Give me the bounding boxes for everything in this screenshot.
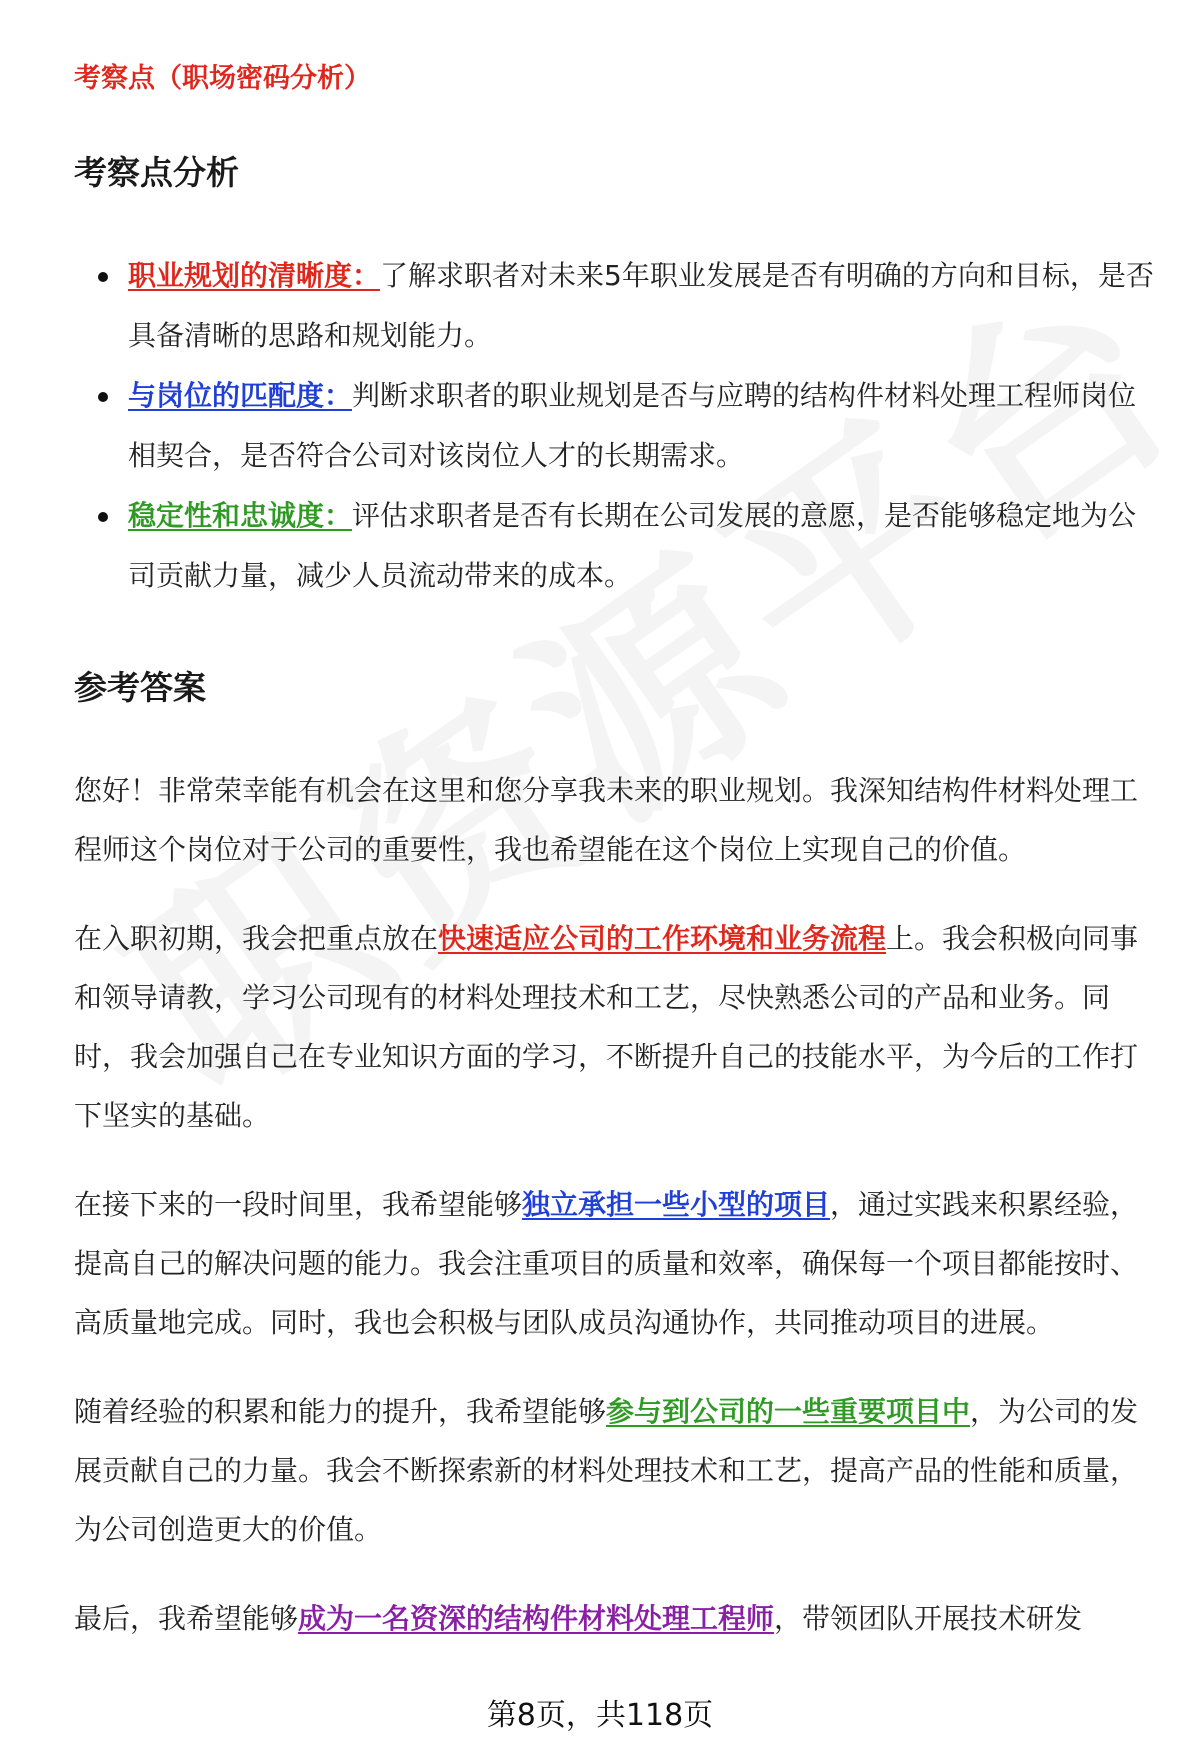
answer-heading: 参考答案 [74, 668, 206, 707]
highlight-important: 参与到公司的一些重要项目中 [606, 1395, 971, 1428]
text-run: 上。我会积极向同事和领导请教，学习公司现有的材料处理技术和工艺，尽快熟悉公司的产品和业务。同时，我会加强自己在专业知识方面的学习，不断提升自己的技能水平，为今后的工作打下坚实的基础。 [74, 922, 1139, 1132]
text-run: ，带领团队开展技术研发 [774, 1602, 1083, 1635]
keyword-stability: 稳定性和忠诚度： [128, 499, 353, 532]
point-text: 了解求职者对未来5年职业发展是否有明确的方向和目标，是否具备清晰的思路和规划能力。 [128, 259, 1154, 352]
answer-paragraph-2 [74, 909, 1154, 1145]
text-run: 最后，我希望能够 [74, 1602, 299, 1635]
answer-paragraph-5 [74, 1589, 1154, 1648]
point-text: 评估求职者是否有长期在公司发展的意愿，是否能够稳定地为公司贡献力量，减少人员流动带来的成本。 [128, 499, 1137, 592]
answer-paragraph-4 [74, 1382, 1154, 1559]
answer-paragraph-3 [74, 1175, 1154, 1352]
analysis-heading: 考察点分析 [74, 153, 239, 192]
highlight-adapt: 快速适应公司的工作环境和业务流程 [438, 922, 887, 955]
list-item [74, 486, 1154, 606]
list-item [74, 366, 1154, 486]
text-run: 随着经验的积累和能力的提升，我希望能够 [74, 1395, 607, 1428]
text-run: ，为公司的发展贡献自己的力量。我会不断探索新的材料处理技术和工艺，提高产品的性能和质量，为公司创造更大的价值。 [74, 1395, 1139, 1546]
document-body [74, 56, 1154, 1678]
point-text: 判断求职者的职业规划是否与应聘的结构件材料处理工程师岗位相契合，是否符合公司对该岗位人才的长期需求。 [128, 379, 1137, 472]
text-run: 在接下来的一段时间里，我希望能够 [74, 1188, 523, 1221]
bullet-icon [98, 272, 108, 282]
text-run: ，通过实践来积累经验，提高自己的解决问题的能力。我会注重项目的质量和效率，确保每一个项目都能按时、高质量地完成。同时，我也会积极与团队成员沟通协作，共同推动项目的进展。 [74, 1188, 1139, 1339]
page-footer: 第8页，共118页 [486, 1698, 714, 1733]
bullet-icon [98, 392, 108, 402]
answer-paragraph-1: 您好！非常荣幸能有机会在这里和您分享我未来的职业规划。我深知结构件材料处理工程师这个岗位对于公司的重要性，我也希望能在这个岗位上实现自己的价值。 [74, 774, 1139, 866]
bullet-icon [98, 512, 108, 522]
text-run: 在入职初期，我会把重点放在 [74, 922, 439, 955]
keyword-clarity: 职业规划的清晰度： [128, 259, 381, 292]
keyword-match: 与岗位的匹配度： [128, 379, 353, 412]
highlight-projects: 独立承担一些小型的项目 [522, 1188, 831, 1221]
analysis-list [74, 246, 1154, 606]
section-label: 考察点（职场密码分析） [74, 63, 371, 94]
highlight-senior: 成为一名资深的结构件材料处理工程师 [298, 1602, 775, 1635]
list-item [74, 246, 1154, 366]
